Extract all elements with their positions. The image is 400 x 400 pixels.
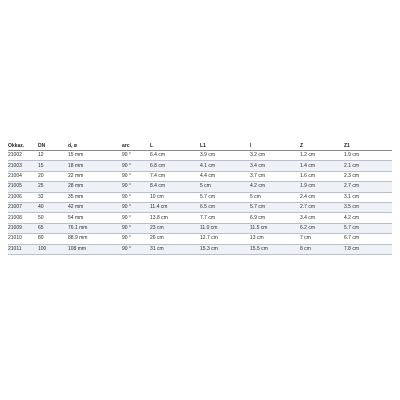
table-row (8, 223, 392, 233)
cell-l-small: 3.4 cm (250, 161, 300, 171)
cell-z1: 2.7 cm (344, 182, 392, 192)
cell-z: 1.9 cm (300, 182, 344, 192)
cell-l-small: 6.9 cm (250, 213, 300, 223)
cell-article-no: 21010 (8, 234, 38, 244)
cell-arc: 90 ° (122, 213, 150, 223)
table-row (8, 192, 392, 202)
cell-l1: 5.7 cm (200, 192, 250, 202)
cell-article-no: 21009 (8, 223, 38, 233)
cell-l: 6.8 cm (150, 161, 200, 171)
cell-l: 7.4 cm (150, 171, 200, 181)
cell-z1: 3.1 cm (344, 192, 392, 202)
col-header-z: Z (300, 142, 344, 151)
cell-diameter: 18 mm (68, 161, 122, 171)
cell-z1: 3.5 cm (344, 202, 392, 212)
cell-z: 1.2 cm (300, 151, 344, 161)
col-header-diameter: d, ø (68, 142, 122, 151)
cell-l1: 7.7 cm (200, 213, 250, 223)
cell-l: 6.4 cm (150, 151, 200, 161)
cell-arc: 90 ° (122, 223, 150, 233)
cell-dn: 100 (38, 244, 68, 254)
cell-l1: 11.0 cm (200, 223, 250, 233)
table-row (8, 161, 392, 171)
cell-diameter: 28 mm (68, 182, 122, 192)
cell-dn: 40 (38, 202, 68, 212)
cell-z1: 7.8 cm (344, 244, 392, 254)
cell-l1: 4.1 cm (200, 161, 250, 171)
col-header-dn: DN (38, 142, 68, 151)
cell-arc: 90 ° (122, 151, 150, 161)
cell-l: 11.4 cm (150, 202, 200, 212)
cell-dn: 50 (38, 213, 68, 223)
cell-diameter: 35 mm (68, 192, 122, 202)
cell-diameter: 42 mm (68, 202, 122, 212)
cell-arc: 90 ° (122, 161, 150, 171)
cell-arc: 90 ° (122, 192, 150, 202)
cell-diameter: 88.9 mm (68, 234, 122, 244)
cell-arc: 90 ° (122, 171, 150, 181)
cell-l-small: 5.7 cm (250, 202, 300, 212)
cell-z1: 1.9 cm (344, 151, 392, 161)
cell-z: 7 cm (300, 234, 344, 244)
cell-article-no: 21011 (8, 244, 38, 254)
cell-article-no: 21005 (8, 182, 38, 192)
cell-l-small: 3.7 cm (250, 171, 300, 181)
cell-dn: 25 (38, 182, 68, 192)
cell-l1: 15.3 cm (200, 244, 250, 254)
cell-l-small: 15.5 cm (250, 244, 300, 254)
cell-l1: 6.5 cm (200, 202, 250, 212)
cell-l-small: 11.5 cm (250, 223, 300, 233)
cell-diameter: 15 mm (68, 151, 122, 161)
cell-l: 8.4 cm (150, 182, 200, 192)
cell-z1: 2.3 cm (344, 171, 392, 181)
table-body (8, 151, 392, 255)
cell-dn: 15 (38, 161, 68, 171)
table-row (8, 234, 392, 244)
cell-l: 10 cm (150, 192, 200, 202)
cell-l-small: 13 cm (250, 234, 300, 244)
table-row (8, 202, 392, 212)
col-header-z1: Z1 (344, 142, 392, 151)
cell-arc: 90 ° (122, 182, 150, 192)
cell-l: 13.8 cm (150, 213, 200, 223)
cell-diameter: 108 mm (68, 244, 122, 254)
cell-l: 23 cm (150, 223, 200, 233)
cell-z: 3.4 cm (300, 213, 344, 223)
cell-z: 6.2 cm (300, 223, 344, 233)
cell-l-small: 4.2 cm (250, 182, 300, 192)
cell-z1: 5.7 cm (344, 223, 392, 233)
cell-article-no: 21006 (8, 192, 38, 202)
table-row (8, 171, 392, 181)
cell-arc: 90 ° (122, 234, 150, 244)
cell-article-no: 21002 (8, 151, 38, 161)
cell-diameter: 54 mm (68, 213, 122, 223)
cell-l-small: 3.2 cm (250, 151, 300, 161)
table-row (8, 151, 392, 161)
col-header-article-no: Okkaz. (8, 142, 38, 151)
cell-l-small: 5 cm (250, 192, 300, 202)
cell-article-no: 21003 (8, 161, 38, 171)
cell-dn: 20 (38, 171, 68, 181)
cell-z: 2.7 cm (300, 202, 344, 212)
cell-article-no: 21008 (8, 213, 38, 223)
cell-arc: 90 ° (122, 244, 150, 254)
col-header-l: L (150, 142, 200, 151)
col-header-l-small: l (250, 142, 300, 151)
col-header-arc: arc (122, 142, 150, 151)
cell-z: 8 cm (300, 244, 344, 254)
col-header-l1: L1 (200, 142, 250, 151)
cell-z: 1.4 cm (300, 161, 344, 171)
cell-dn: 80 (38, 234, 68, 244)
cell-article-no: 21004 (8, 171, 38, 181)
cell-z: 2.4 cm (300, 192, 344, 202)
cell-arc: 90 ° (122, 202, 150, 212)
cell-z1: 2.1 cm (344, 161, 392, 171)
cell-article-no: 21007 (8, 202, 38, 212)
cell-l1: 4.4 cm (200, 171, 250, 181)
cell-dn: 12 (38, 151, 68, 161)
table-row (8, 213, 392, 223)
cell-l1: 5 cm (200, 182, 250, 192)
cell-l: 31 cm (150, 244, 200, 254)
cell-z1: 4.2 cm (344, 213, 392, 223)
cell-z: 1.6 cm (300, 171, 344, 181)
cell-l: 26 cm (150, 234, 200, 244)
cell-z1: 6.7 cm (344, 234, 392, 244)
table-row (8, 244, 392, 254)
table-header-row (8, 142, 392, 151)
cell-dn: 32 (38, 192, 68, 202)
dimensions-table (8, 142, 392, 255)
cell-dn: 65 (38, 223, 68, 233)
cell-l1: 3.9 cm (200, 151, 250, 161)
table-row (8, 182, 392, 192)
cell-l1: 12.7 cm (200, 234, 250, 244)
cell-diameter: 22 mm (68, 171, 122, 181)
cell-diameter: 76.1 mm (68, 223, 122, 233)
